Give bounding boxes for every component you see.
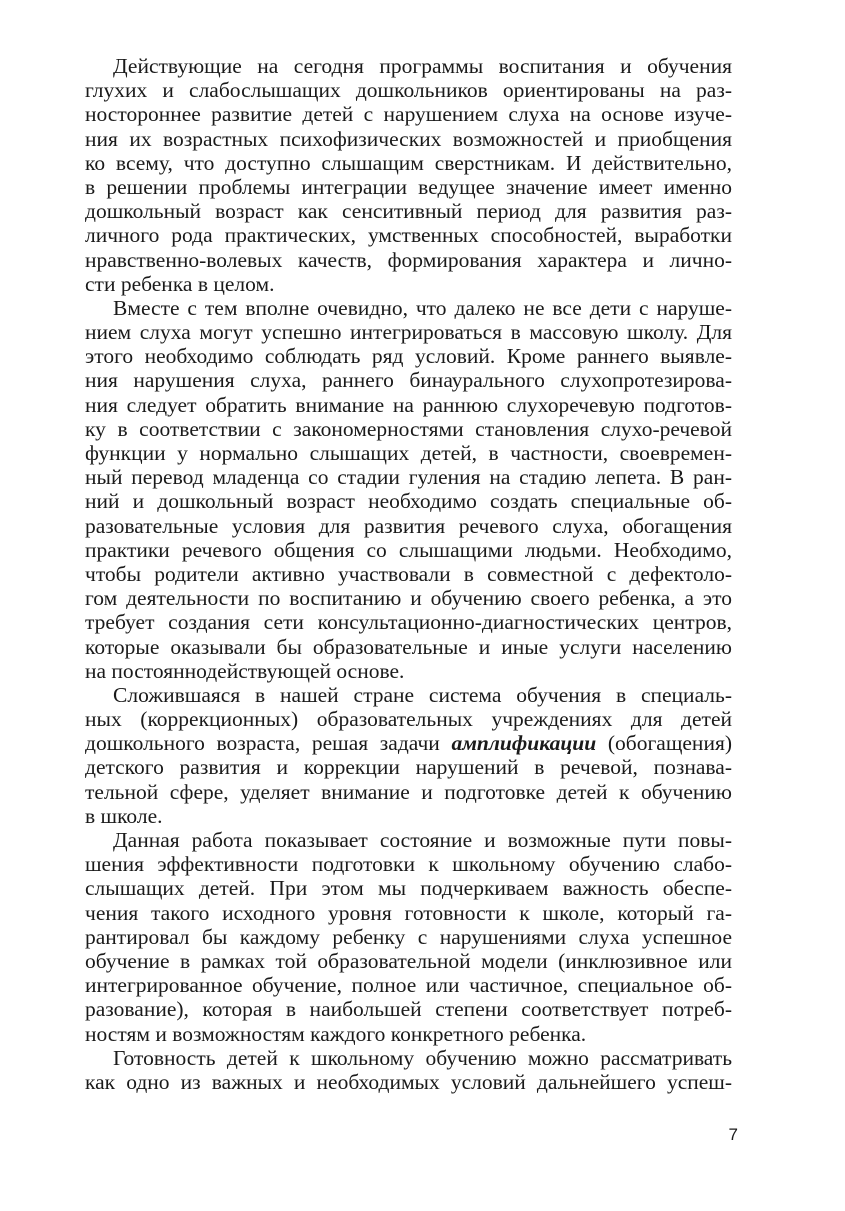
text-line: ностям и возможностям каждого конкретного ребенка.: [85, 1021, 587, 1046]
text-line: ния нарушения слуха, раннего бинаурального слухопротезирова-: [85, 368, 732, 393]
text-line: требует создания сети консультационно-диагностических центров,: [85, 610, 732, 635]
page-number: 7: [728, 1125, 738, 1144]
text-line: [85, 731, 732, 755]
paragraph: [85, 1046, 732, 1094]
text-line: как одно из важных и необходимых условий дальнейшего успеш-: [85, 1069, 732, 1094]
text-line: практики речевого общения со слышащими людьми. Необходимо,: [85, 537, 732, 562]
text-line: в школе.: [85, 803, 163, 828]
text-line: разовательные условия для развития речевого слуха, обогащения: [85, 513, 732, 538]
text-line: гом деятельности по воспитанию и обучению своего ребенка, а это: [85, 586, 732, 611]
text-line: дошкольный возраст как сенситивный период для развития раз-: [85, 199, 732, 224]
text-line: чения такого исходного уровня готовности к школе, который га-: [85, 900, 732, 925]
text-line: рантировал бы каждому ребенку с нарушениями слуха успешное: [85, 924, 732, 949]
text-line: ку в соответствии с закономерностями становления слухо-речевой: [85, 416, 732, 441]
text-line: Действующие на сегодня программы воспитания и обучения: [113, 54, 732, 78]
text-line: ний и дошкольный возраст необходимо создать специальные об-: [85, 489, 732, 514]
text-line: ния их возрастных психофизических возможностей и приобщения: [85, 126, 732, 151]
paragraph: [85, 828, 732, 1046]
text-line: в решении проблемы интеграции ведущее значение имеет именно: [85, 174, 732, 199]
text-line: нием слуха могут успешно интегрироваться в массовую школу. Для: [85, 320, 732, 345]
text-line: ния следует обратить внимание на раннюю слухоречевую подготов-: [85, 392, 732, 417]
text-line: которые оказывали бы образовательные и иные услуги населению: [85, 634, 732, 659]
text-line: ных (коррекционных) образовательных учреждениях для детей: [85, 707, 732, 732]
paragraph: [85, 683, 732, 828]
paragraph: [85, 54, 732, 296]
text-line: шения эффективности подготовки к школьному обучению слабо-: [85, 852, 732, 877]
text-segment: дошкольного возраста, решая задачи: [85, 731, 452, 756]
text-line: Данная работа показывает состояние и возможные пути повы-: [113, 828, 732, 852]
text-line: Готовность детей к школьному обучению можно рассматривать: [113, 1045, 732, 1070]
emphasized-term: амплификации: [451, 731, 597, 756]
paragraph: [85, 296, 732, 683]
text-line: детского развития и коррекции нарушений в речевой, познава-: [85, 755, 732, 780]
text-line: ный перевод младенца со стадии гуления на стадию лепета. В ран-: [85, 465, 732, 490]
text-line: разование), которая в наибольшей степени соответствует потреб-: [85, 997, 732, 1022]
text-line: чтобы родители активно участвовали в совместной с дефектоло-: [85, 561, 732, 586]
body-text: [85, 54, 732, 1094]
text-segment: (обогащения): [596, 731, 732, 756]
text-line: на постояннодействующей основе.: [85, 658, 405, 683]
text-line: интегрированное обучение, полное или частичное, специальное об-: [85, 973, 732, 998]
text-line: ностороннее развитие детей с нарушением слуха на основе изуче-: [85, 102, 732, 127]
text-line: Вместе с тем вполне очевидно, что далеко не все дети с наруше-: [113, 295, 732, 320]
text-line: тельной сфере, уделяет внимание и подготовке детей к обучению: [85, 779, 732, 804]
text-line: обучение в рамках той образовательной модели (инклюзивное или: [85, 948, 732, 973]
text-line: личного рода практических, умственных способностей, выработки: [85, 223, 732, 248]
text-line: нравственно-волевых качеств, формирования характера и лично-: [85, 247, 732, 272]
text-line: глухих и слабослышащих дошкольников ориентированы на раз-: [85, 78, 732, 103]
text-line: сти ребенка в целом.: [85, 271, 275, 296]
text-line: ко всему, что доступно слышащим сверстникам. И действительно,: [85, 150, 732, 175]
text-line: слышащих детей. При этом мы подчеркиваем важность обеспе-: [85, 876, 732, 901]
text-line: функции у нормально слышащих детей, в частности, своевремен-: [85, 441, 732, 465]
text-line: этого необходимо соблюдать ряд условий. Кроме раннего выявле-: [85, 344, 732, 369]
text-line: Сложившаяся в нашей стране система обучения в специаль-: [113, 682, 732, 707]
